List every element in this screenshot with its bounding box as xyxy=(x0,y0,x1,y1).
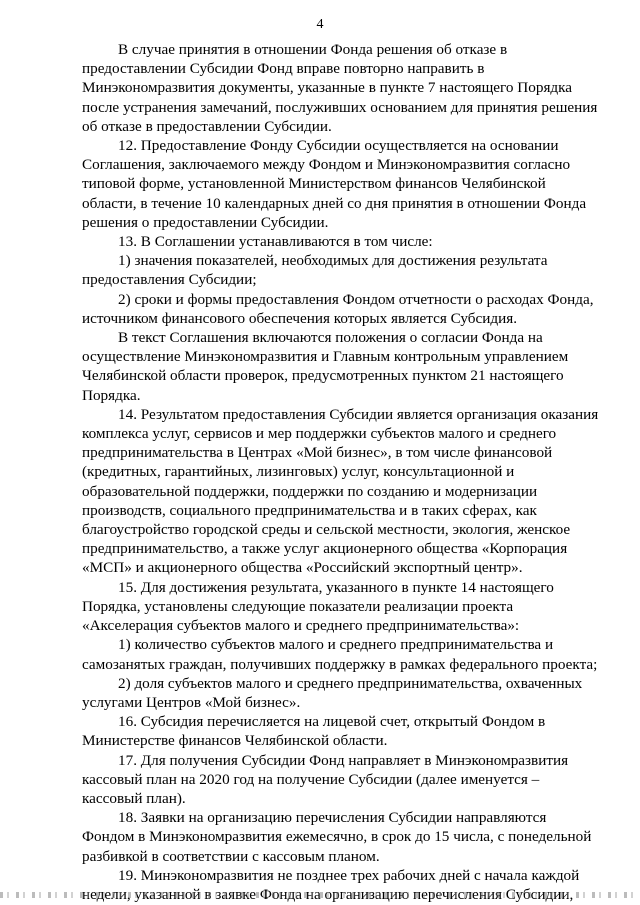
paragraph-18: 18. Заявки на организацию перечисления Субсидии направляются Фондом в Минэкономразвития ежемесячно, в срок до 15 числа, с понедельной разбивкой в соответствии с кассовым планом. xyxy=(82,809,592,865)
page-number: 4 xyxy=(316,17,324,32)
paragraph-15: 15. Для достижения результата, указанного в пункте 14 настоящего Порядка, установлены следующие показатели реализации проекта «Акселерация субъектов малого и среднего предпринимательства»: xyxy=(82,578,554,635)
paragraph-12: 12. Предоставление Фонду Субсидии осуществляется на основании Соглашения, заключаемого между Фондом и Минэкономразвития согласно типовой форме, установленной Министерством финансов Челябинской области, в течение 10 календарных дней со дня принятия в отношении Фонда решения о предоставлении Субсидии. xyxy=(82,137,587,231)
paragraph-15-item-2: 2) доля субъектов малого и среднего предпринимательства, охваченных услугами Центров «Мой бизнес». xyxy=(82,674,583,711)
paragraph-agreement-consent: В текст Соглашения включаются положения о согласии Фонда на осуществление Минэкономразвития и Главным контрольным управлением Челябинской области проверок, предусмотренных пунктом 21 настоящего Порядка. xyxy=(82,329,569,404)
paragraph-13-item-2: 2) сроки и формы предоставления Фондом отчетности о расходах Фонда, источником финансового обеспечения которых является Субсидия. xyxy=(82,290,594,327)
scan-edge-artifact xyxy=(0,892,640,898)
paragraph-13-item-1: 1) значения показателей, необходимых для достижения результата предоставления Субсидии; xyxy=(82,252,548,289)
paragraph-13: 13. В Соглашении устанавливаются в том числе: xyxy=(118,233,433,251)
paragraph-16: 16. Субсидия перечисляется на лицевой счет, открытый Фондом в Министерстве финансов Челябинской области. xyxy=(82,713,546,750)
paragraph-17: 17. Для получения Субсидии Фонд направляет в Минэкономразвития кассовый план на 2020 год на получение Субсидии (далее именуется – кассовый план). xyxy=(82,751,569,807)
paragraph-15-item-1: 1) количество субъектов малого и среднего предпринимательства и самозанятых граждан, получивших поддержку в рамках федерального проекта; xyxy=(82,636,598,673)
paragraph-19: 19. Минэкономразвития не позднее трех рабочих дней с начала каждой недели, указанной в заявке Фонда на организацию перечисления Субсидии, xyxy=(82,866,580,903)
paragraph-14: 14. Результатом предоставления Субсидии является организация оказания комплекса услуг, сервисов и мер поддержки субъектов малого и среднего предпринимательства в Центрах «Мой бизнес», в том числе финансовой (кредитных, гарантийных, лизинговых) услуг, консультационной и образовательной поддержки, поддержки по созданию и модернизации производств, социального предпринимательства и в таких сферах, как благоустройство городской среды и сельской местности, экология, женское предпринимательство, а также услуг акционерного общества «Корпорация «МСП» и акционерного общества «Российский экспортный центр». xyxy=(82,405,599,577)
document-body xyxy=(82,40,601,904)
paragraph-refusal-resubmission: В случае принятия в отношении Фонда решения об отказе в предоставлении Субсидии Фонд вправе повторно направить в Минэкономразвития документы, указанные в пункте 7 настоящего Порядка после устранения замечаний, послуживших основанием для принятия решения об отказе в предоставлении Субсидии. xyxy=(82,41,598,135)
